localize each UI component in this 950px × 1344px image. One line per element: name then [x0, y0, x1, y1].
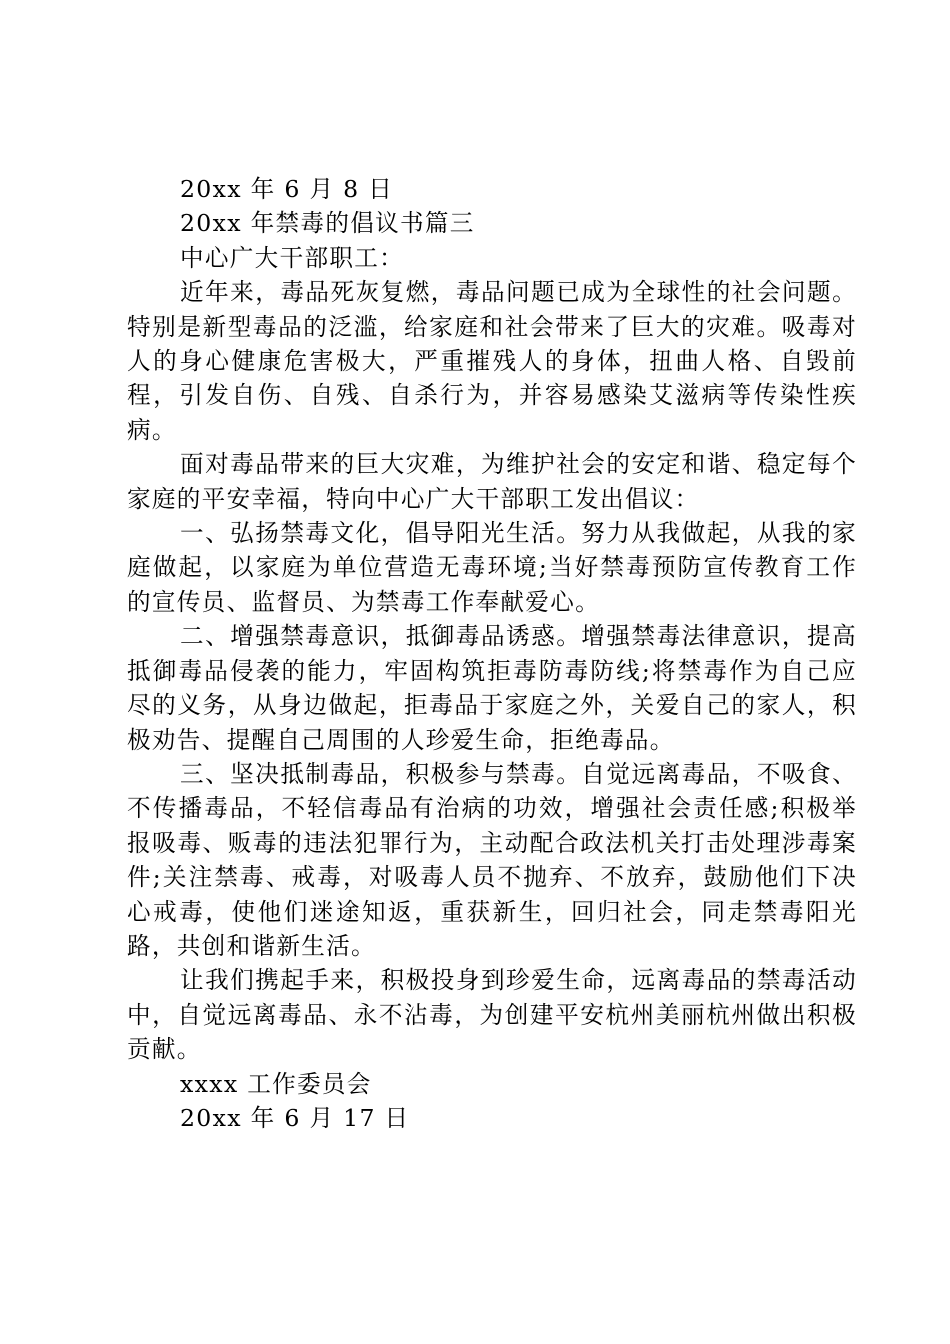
- document-title: 20xx 年禁毒的倡议书篇三: [180, 209, 475, 238]
- signature: xxxx 工作委员会: [180, 1069, 372, 1098]
- date-bottom: 20xx 年 6 月 17 日: [180, 1103, 410, 1132]
- paragraph-point-2: 二、增强禁毒意识，抵御毒品诱惑。增强禁毒法律意识，提高抵御毒品侵袭的能力，牢固构筑拒毒防毒防线;将禁毒作为自己应尽的义务，从身边做起，拒毒品于家庭之外，关爱自己的家人，积极劝告、提醒自己周围的人珍爱生命，拒绝毒品。: [127, 622, 857, 754]
- document-body: [127, 172, 857, 1135]
- paragraph-point-1: 一、弘扬禁毒文化，倡导阳光生活。努力从我做起，从我的家庭做起，以家庭为单位营造无毒环境;当好禁毒预防宣传教育工作的宣传员、监督员、为禁毒工作奉献爱心。: [127, 519, 857, 616]
- paragraph-point-3: 三、坚决抵制毒品，积极参与禁毒。自觉远离毒品，不吸食、不传播毒品，不轻信毒品有治病的功效，增强社会责任感;积极举报吸毒、贩毒的违法犯罪行为，主动配合政法机关打击处理涉毒案件;关注禁毒、戒毒，对吸毒人员不抛弃、不放弃，鼓励他们下决心戒毒，使他们迷途知返，重获新生，回归社会，同走禁毒阳光路，共创和谐新生活。: [127, 759, 857, 960]
- paragraph-closing: 让我们携起手来，积极投身到珍爱生命，远离毒品的禁毒活动中，自觉远离毒品、永不沾毒，为创建平安杭州美丽杭州做出积极贡献。: [127, 966, 857, 1064]
- paragraph-intro: 近年来，毒品死灰复燃，毒品问题已成为全球性的社会问题。特别是新型毒品的泛滥，给家庭和社会带来了巨大的灾难。吸毒对人的身心健康危害极大，严重摧残人的身体，扭曲人格、自毁前程，引发自伤、自残、自杀行为，并容易感染艾滋病等传染性疾病。: [127, 278, 857, 444]
- salutation: 中心广大干部职工：: [180, 243, 405, 272]
- date-top: 20xx 年 6 月 8 日: [180, 175, 394, 203]
- paragraph-call: 面对毒品带来的巨大灾难，为维护社会的安定和谐、稳定每个家庭的平安幸福，特向中心广大干部职工发出倡议：: [127, 450, 857, 513]
